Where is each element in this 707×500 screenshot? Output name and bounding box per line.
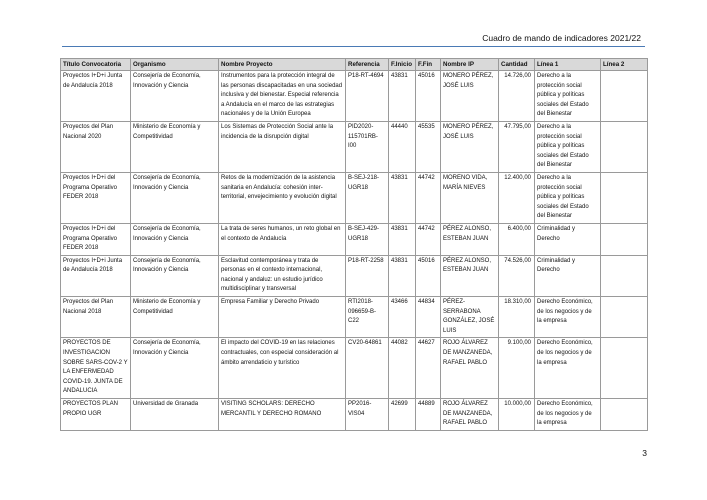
table-cell: 10.000,00 (499, 399, 535, 431)
table-cell: 74.526,00 (499, 255, 535, 296)
table-row (61, 121, 648, 172)
indicators-table (60, 58, 648, 431)
table-cell (601, 172, 648, 223)
table-cell: B-SEJ-218-UGR18 (346, 172, 389, 223)
table-cell: 44082 (389, 338, 416, 399)
table-cell: 45016 (416, 71, 441, 122)
table-row (61, 172, 648, 223)
table-cell: Derecho a la protección social pública y políticas sociales del Estado del Bienestar (535, 172, 601, 223)
table-cell: 43466 (389, 297, 416, 338)
table-row (61, 399, 648, 431)
table-cell: 43831 (389, 71, 416, 122)
table-cell: Consejería de Economía, Innovación y Ciencia (131, 223, 219, 255)
table-cell: 44889 (416, 399, 441, 431)
table-cell: Proyectos I+D+i del Programa Operativo FEDER 2018 (61, 172, 131, 223)
table-cell: Derecho a la protección social pública y políticas sociales del Estado del Bienestar (535, 71, 601, 122)
table-cell: 43831 (389, 255, 416, 296)
table-cell: Derecho Económico, de los negocios y de la empresa (535, 338, 601, 399)
table-cell: RTI2018-096659-B-C22 (346, 297, 389, 338)
table-row (61, 71, 648, 122)
table-cell: 45535 (416, 121, 441, 172)
table-cell: Consejería de Economía, Innovación y Ciencia (131, 71, 219, 122)
table-cell: Instrumentos para la protección integral de las personas discapacitadas en una sociedad inclusiva y del bienestar. Especial referencia a Andalucía en el marco de las estrategias nacionales y de la Unión Europea (219, 71, 346, 122)
table-row (61, 297, 648, 338)
table-cell: 44627 (416, 338, 441, 399)
table-cell: 42699 (389, 399, 416, 431)
table-cell: 47.795,00 (499, 121, 535, 172)
table-cell: 43831 (389, 172, 416, 223)
column-header: Nombre Proyecto (219, 59, 346, 71)
table-cell: PÉREZ ALONSO, ESTEBAN JUAN (441, 255, 499, 296)
table-cell: Derecho Económico, de los negocios y de la empresa (535, 297, 601, 338)
table-cell: Empresa Familiar y Derecho Privado (219, 297, 346, 338)
table-header-row (61, 59, 648, 71)
column-header: Título Convocatoria (61, 59, 131, 71)
table-cell: ROJO ÁLVAREZ DE MANZANEDA, RAFAEL PABLO (441, 338, 499, 399)
column-header: Referencia (346, 59, 389, 71)
table-cell: Proyectos I+D+i Junta de Andalucía 2018 (61, 71, 131, 122)
table-cell: MONERO PÉREZ, JOSÉ LUIS (441, 121, 499, 172)
column-header: Línea 1 (535, 59, 601, 71)
header-divider (62, 46, 645, 47)
table-cell: VISITING SCHOLARS: DERECHO MERCANTIL Y DERECHO ROMANO (219, 399, 346, 431)
table-cell: 44742 (416, 223, 441, 255)
table-cell (601, 121, 648, 172)
table-cell: P18-RT-2258 (346, 255, 389, 296)
table-cell (601, 297, 648, 338)
table-cell: Consejería de Economía, Innovación y Ciencia (131, 255, 219, 296)
table-cell (601, 223, 648, 255)
column-header: F.Fin (416, 59, 441, 71)
table-cell (601, 71, 648, 122)
table-cell: PROYECTOS DE INVESTIGACION SOBRE SARS-COV-2 Y LA ENFERMEDAD COVID-19. JUNTA DE ANDALUCIA (61, 338, 131, 399)
column-header: Cantidad (499, 59, 535, 71)
column-header: Nombre IP (441, 59, 499, 71)
table-cell: MONERO PÉREZ, JOSÉ LUIS (441, 71, 499, 122)
table-cell: CV20-64861 (346, 338, 389, 399)
table-cell: Universidad de Granada (131, 399, 219, 431)
table-cell: Proyectos I+D+i Junta de Andalucía 2018 (61, 255, 131, 296)
table-cell: 18.310,00 (499, 297, 535, 338)
table-cell: El impacto del COVID-19 en las relaciones contractuales, con especial consideración al ámbito arrendaticio y turístico (219, 338, 346, 399)
page-number: 3 (642, 448, 647, 458)
table-cell: Consejería de Economía, Innovación y Ciencia (131, 172, 219, 223)
table-cell (601, 338, 648, 399)
table-row (61, 338, 648, 399)
table-cell: Proyectos del Plan Nacional 2020 (61, 121, 131, 172)
table-body (61, 71, 648, 431)
table-cell: 44742 (416, 172, 441, 223)
table-cell: 12.400,00 (499, 172, 535, 223)
table-cell: Derecho a la protección social pública y políticas sociales del Estado del Bienestar (535, 121, 601, 172)
table-cell: 14.726,00 (499, 71, 535, 122)
table-cell (601, 399, 648, 431)
document-header-title: Cuadro de mando de indicadores 2021/22 (482, 33, 641, 43)
table-cell: Proyectos I+D+i del Programa Operativo FEDER 2018 (61, 223, 131, 255)
table-cell (601, 255, 648, 296)
table-cell: Criminalidad y Derecho (535, 223, 601, 255)
table-cell: Ministerio de Economía y Competitividad (131, 297, 219, 338)
table-cell: PID2020-115701RB-I00 (346, 121, 389, 172)
table-row (61, 255, 648, 296)
table-cell: ROJO ÁLVAREZ DE MANZANEDA, RAFAEL PABLO (441, 399, 499, 431)
table-row (61, 223, 648, 255)
table-cell: PP2016-VIS04 (346, 399, 389, 431)
table-cell: 45016 (416, 255, 441, 296)
table-cell: Proyectos del Plan Nacional 2018 (61, 297, 131, 338)
table-cell: Esclavitud contemporánea y trata de personas en el contexto internacional, nacional y andaluz: un estudio jurídico multidisciplinar y transversal (219, 255, 346, 296)
table-cell: Retos de la modernización de la asistencia sanitaria en Andalucía: cohesión inter-territorial, envejecimiento y evolución digital (219, 172, 346, 223)
column-header: Organismo (131, 59, 219, 71)
table-cell: La trata de seres humanos, un reto global en el contexto de Andalucía (219, 223, 346, 255)
table-cell: B-SEJ-429-UGR18 (346, 223, 389, 255)
table-cell: Derecho Económico, de los negocios y de la empresa (535, 399, 601, 431)
table-cell: 6.400,00 (499, 223, 535, 255)
table-cell: 43831 (389, 223, 416, 255)
table-cell: PÉREZ-SERRABONA GONZÁLEZ, JOSÉ LUIS (441, 297, 499, 338)
table-cell: 44834 (416, 297, 441, 338)
table-cell: Ministerio de Economía y Competitividad (131, 121, 219, 172)
table-cell: Los Sistemas de Protección Social ante la incidencia de la disrupción digital (219, 121, 346, 172)
table-cell: PROYECTOS PLAN PROPIO UGR (61, 399, 131, 431)
table-cell: 44440 (389, 121, 416, 172)
table-cell: MORENO VIDA, MARÍA NIEVES (441, 172, 499, 223)
table-cell: Criminalidad y Derecho (535, 255, 601, 296)
table-cell: 9.100,00 (499, 338, 535, 399)
table-cell: P18-RT-4694 (346, 71, 389, 122)
table-cell: PÉREZ ALONSO, ESTEBAN JUAN (441, 223, 499, 255)
table-cell: Consejería de Economía, Innovación y Ciencia (131, 338, 219, 399)
column-header: Línea 2 (601, 59, 648, 71)
column-header: F.Inicio (389, 59, 416, 71)
